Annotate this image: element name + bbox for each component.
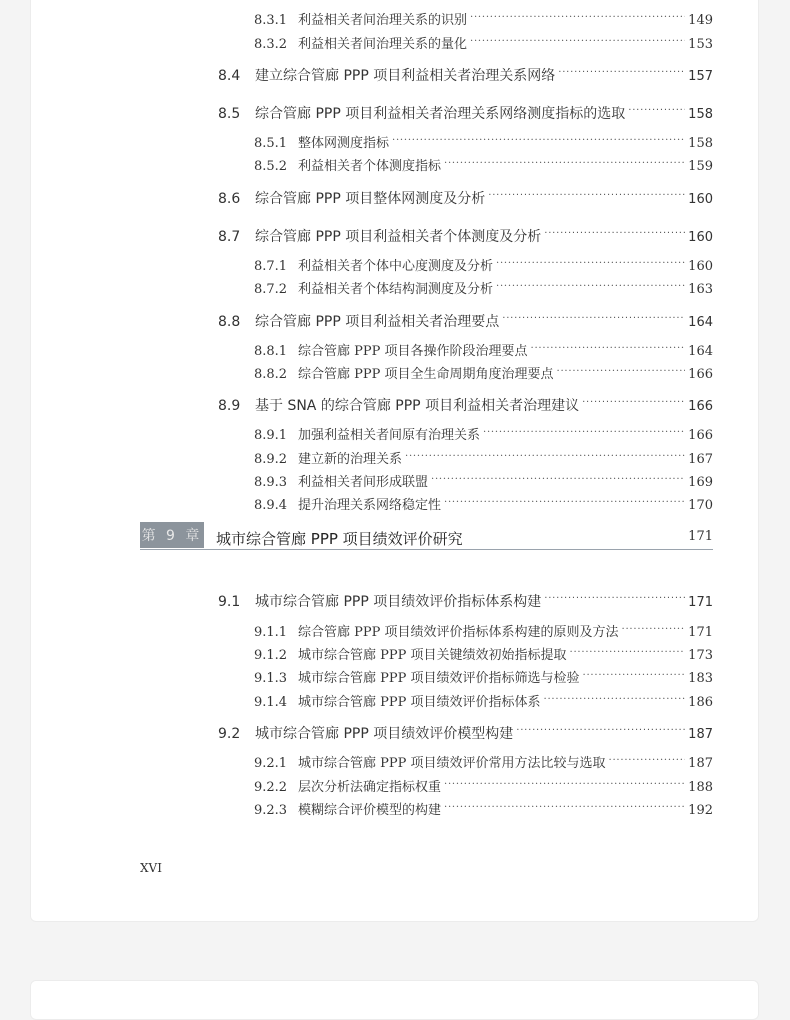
- leader-dots: [628, 107, 685, 121]
- toc-entry-8-7-1[interactable]: [254, 260, 713, 273]
- entry-title: 利益相关者间治理关系的识别: [298, 13, 468, 28]
- leader-dots: [444, 804, 685, 817]
- entry-page-number: 171: [688, 595, 713, 610]
- entry-title: 城市综合管廊 PPP 项目绩效评价模型构建: [255, 726, 514, 742]
- chapter-page-number: 171: [688, 529, 713, 544]
- toc-entry-8-9-4[interactable]: [254, 499, 713, 512]
- entry-page-number: 183: [688, 671, 713, 686]
- entry-title: 综合管廊 PPP 项目各操作阶段治理要点: [298, 344, 528, 359]
- entry-number: 8.9.3: [254, 475, 288, 490]
- entry-title: 综合管廊 PPP 项目整体网测度及分析: [255, 191, 486, 207]
- toc-entry-8-8-2[interactable]: [254, 368, 713, 381]
- entry-number: 9.1: [218, 594, 241, 610]
- entry-title: 利益相关者间形成联盟: [298, 475, 429, 490]
- toc-entry-8-8-1[interactable]: [254, 345, 713, 358]
- entry-title: 利益相关者个体中心度测度及分析: [298, 259, 494, 274]
- leader-dots: [470, 38, 685, 51]
- leader-dots: [544, 595, 685, 609]
- toc-entry-8-9-1[interactable]: [254, 429, 713, 442]
- toc-entry-9-2-3[interactable]: [254, 804, 713, 817]
- entry-number: 8.8: [218, 314, 241, 330]
- leader-dots: [488, 192, 685, 206]
- entry-number: 9.2.3: [254, 803, 288, 818]
- leader-dots: [496, 283, 685, 296]
- entry-page-number: 164: [688, 315, 713, 330]
- entry-page-number: 149: [688, 13, 713, 28]
- toc-entry-8-8[interactable]: [218, 315, 713, 329]
- entry-page-number: 187: [688, 727, 713, 742]
- entry-title: 利益相关者间治理关系的量化: [298, 37, 468, 52]
- toc-entry-9-1-2[interactable]: [254, 649, 713, 662]
- toc-page: [30, 0, 759, 922]
- toc-entry-8-4[interactable]: [218, 69, 713, 83]
- entry-page-number: 166: [688, 399, 713, 414]
- leader-dots: [583, 672, 686, 685]
- entry-page-number: 158: [688, 107, 713, 122]
- entry-number: 8.6: [218, 191, 241, 207]
- entry-number: 8.7.2: [254, 282, 288, 297]
- entry-page-number: 188: [688, 780, 713, 795]
- leader-dots: [582, 399, 685, 413]
- entry-page-number: 158: [688, 136, 713, 151]
- entry-title: 利益相关者个体测度指标: [298, 159, 442, 174]
- entry-page-number: 192: [688, 803, 713, 818]
- toc-entry-8-5[interactable]: [218, 107, 713, 121]
- toc-entry-9-1-4[interactable]: [254, 696, 713, 709]
- entry-number: 8.5: [218, 106, 241, 122]
- entry-number: 8.7.1: [254, 259, 288, 274]
- leader-dots: [470, 14, 685, 27]
- toc-entry-9-2-2[interactable]: [254, 781, 713, 794]
- leader-dots: [609, 757, 686, 770]
- leader-dots: [502, 315, 685, 329]
- entry-title: 利益相关者个体结构洞测度及分析: [298, 282, 494, 297]
- entry-number: 8.4: [218, 68, 241, 84]
- entry-page-number: 153: [688, 37, 713, 52]
- next-page-edge: [30, 980, 759, 1020]
- leader-dots: [431, 476, 685, 489]
- toc-entry-9-2-1[interactable]: [254, 757, 713, 770]
- entry-title: 加强利益相关者间原有治理关系: [298, 428, 481, 443]
- toc-entry-9-1[interactable]: [218, 595, 713, 609]
- entry-title: 综合管廊 PPP 项目全生命周期角度治理要点: [298, 367, 554, 382]
- leader-dots: [405, 453, 685, 466]
- leader-dots: [544, 696, 686, 709]
- toc-entry-8-3-2[interactable]: [254, 38, 713, 51]
- entry-number: 8.9.1: [254, 428, 288, 443]
- entry-page-number: 173: [688, 648, 713, 663]
- entry-page-number: 167: [688, 452, 713, 467]
- entry-number: 8.3.2: [254, 37, 288, 52]
- entry-page-number: 166: [688, 428, 713, 443]
- leader-dots: [392, 137, 685, 150]
- leader-dots: [531, 345, 686, 358]
- toc-entry-8-9-3[interactable]: [254, 476, 713, 489]
- toc-entry-8-9-2[interactable]: [254, 453, 713, 466]
- entry-title: 城市综合管廊 PPP 项目绩效评价指标体系构建: [255, 594, 542, 610]
- leader-dots: [570, 649, 686, 662]
- entry-number: 8.3.1: [254, 13, 288, 28]
- toc-entry-9-2[interactable]: [218, 727, 713, 741]
- entry-number: 8.5.2: [254, 159, 288, 174]
- entry-page-number: 160: [688, 259, 713, 274]
- entry-page-number: 163: [688, 282, 713, 297]
- entry-title: 整体网测度指标: [298, 136, 390, 151]
- leader-dots: [444, 781, 685, 794]
- toc-entry-9-1-1[interactable]: [254, 626, 713, 639]
- toc-entry-8-5-2[interactable]: [254, 160, 713, 173]
- entry-page-number: 164: [688, 344, 713, 359]
- entry-number: 8.9.4: [254, 498, 288, 513]
- entry-title: 提升治理关系网络稳定性: [298, 498, 442, 513]
- entry-title: 综合管廊 PPP 项目利益相关者个体测度及分析: [255, 229, 542, 245]
- entry-number: 8.9: [218, 398, 241, 414]
- entry-page-number: 159: [688, 159, 713, 174]
- entry-number: 8.5.1: [254, 136, 288, 151]
- entry-title: 综合管廊 PPP 项目利益相关者治理要点: [255, 314, 500, 330]
- entry-page-number: 157: [688, 69, 713, 84]
- entry-title: 建立综合管廊 PPP 项目利益相关者治理关系网络: [255, 68, 556, 84]
- leader-dots: [622, 626, 686, 639]
- toc-entry-9-1-3[interactable]: [254, 672, 713, 685]
- entry-title: 综合管廊 PPP 项目绩效评价指标体系构建的原则及方法: [298, 625, 619, 640]
- entry-page-number: 166: [688, 367, 713, 382]
- entry-title: 基于 SNA 的综合管廊 PPP 项目利益相关者治理建议: [255, 398, 580, 414]
- toc-entry-8-7-2[interactable]: [254, 283, 713, 296]
- entry-number: 9.1.4: [254, 695, 288, 710]
- entry-number: 8.7: [218, 229, 241, 245]
- entry-page-number: 170: [688, 498, 713, 513]
- entry-title: 城市综合管廊 PPP 项目绩效评价常用方法比较与选取: [298, 756, 606, 771]
- page-folio: XVI: [140, 861, 162, 875]
- leader-dots: [516, 727, 685, 741]
- toc-entry-8-3-1[interactable]: [254, 14, 713, 27]
- chapter-title: 城市综合管廊 PPP 项目绩效评价研究: [216, 530, 463, 548]
- toc-entry-8-6[interactable]: [218, 192, 713, 206]
- leader-dots: [557, 368, 686, 381]
- entry-title: 建立新的治理关系: [298, 452, 403, 467]
- leader-dots: [544, 230, 685, 244]
- chapter-heading[interactable]: [140, 522, 713, 550]
- leader-dots: [444, 499, 685, 512]
- entry-title: 模糊综合评价模型的构建: [298, 803, 442, 818]
- leader-dots: [496, 260, 685, 273]
- entry-title: 城市综合管廊 PPP 项目关键绩效初始指标提取: [298, 648, 567, 663]
- entry-number: 9.2.1: [254, 756, 288, 771]
- chapter-number-tag: 第 9 章: [140, 522, 204, 548]
- entry-number: 9.2.2: [254, 780, 288, 795]
- entry-title: 城市综合管廊 PPP 项目绩效评价指标体系: [298, 695, 541, 710]
- entry-title: 城市综合管廊 PPP 项目绩效评价指标筛选与检验: [298, 671, 580, 686]
- entry-title: 综合管廊 PPP 项目利益相关者治理关系网络测度指标的选取: [255, 106, 626, 122]
- entry-page-number: 171: [688, 625, 713, 640]
- entry-title: 层次分析法确定指标权重: [298, 780, 442, 795]
- toc-entry-8-9[interactable]: [218, 399, 713, 413]
- entry-page-number: 160: [688, 230, 713, 245]
- leader-dots: [444, 160, 685, 173]
- leader-dots: [558, 69, 685, 83]
- entry-number: 9.1.3: [254, 671, 288, 686]
- entry-number: 9.1.1: [254, 625, 288, 640]
- entry-page-number: 160: [688, 192, 713, 207]
- entry-number: 8.8.2: [254, 367, 288, 382]
- entry-number: 8.9.2: [254, 452, 288, 467]
- entry-page-number: 187: [688, 756, 713, 771]
- entry-number: 8.8.1: [254, 344, 288, 359]
- entry-page-number: 186: [688, 695, 713, 710]
- toc-entry-8-5-1[interactable]: [254, 137, 713, 150]
- entry-number: 9.2: [218, 726, 241, 742]
- leader-dots: [483, 429, 685, 442]
- toc-entry-8-7[interactable]: [218, 230, 713, 244]
- entry-page-number: 169: [688, 475, 713, 490]
- entry-number: 9.1.2: [254, 648, 288, 663]
